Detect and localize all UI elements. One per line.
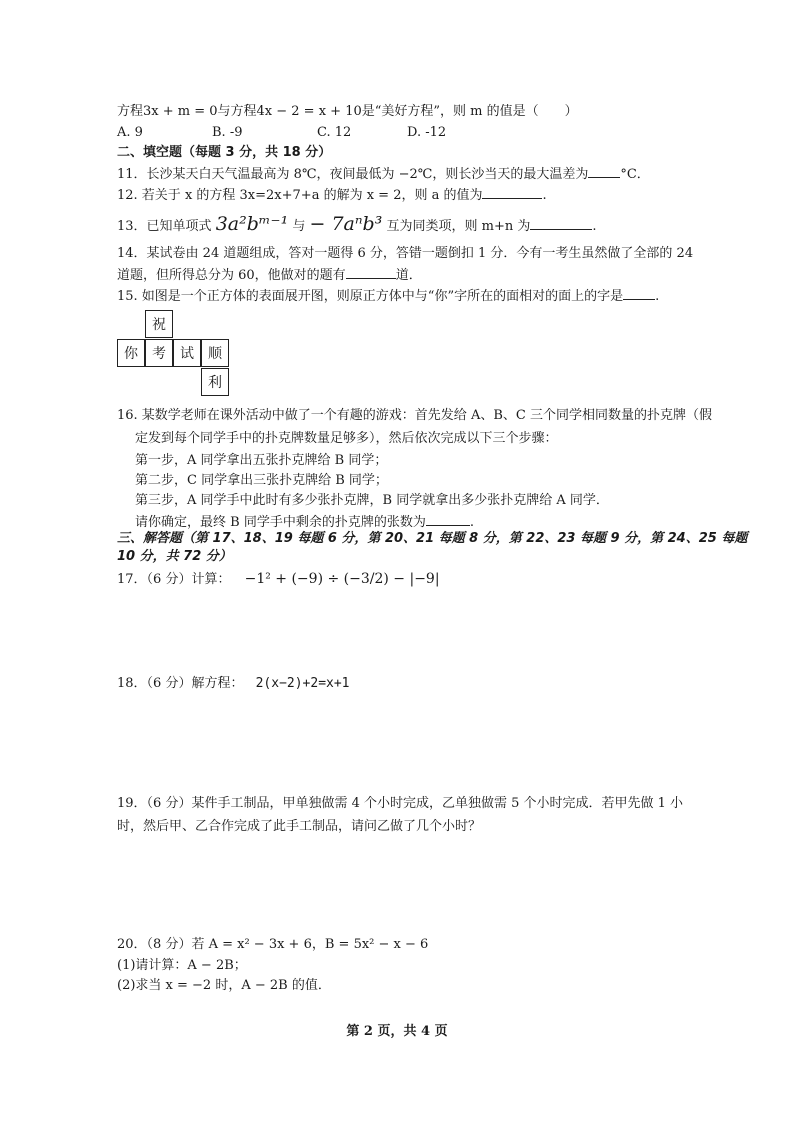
q16-line1: 16. 某数学老师在课外活动中做了一个有趣的游戏：首先发给 A、B、C 三个同学相同数量的扑克牌（假: [117, 408, 712, 423]
section2-title: 二、填空题（每题 3 分，共 18 分）: [117, 145, 332, 160]
q14-text: 道题，但所得总分为 60，他做对的题有: [117, 268, 346, 283]
q13-end: .: [592, 219, 597, 234]
q10-option-c: C. 12: [317, 125, 352, 140]
q20-part1: (1)请计算：A − 2B；: [117, 958, 247, 973]
cube-face-shi: 试: [173, 339, 201, 367]
q12-end: .: [542, 188, 547, 203]
q10-option-b: B. -9: [212, 125, 243, 140]
section3-line2: 10 分，共 72 分）: [117, 549, 232, 564]
q15-end: .: [655, 289, 660, 304]
q12: [117, 186, 547, 205]
q18: [117, 675, 350, 693]
cube-face-zhu: 祝: [145, 310, 173, 338]
q17-expression: −1² + (−9) ÷ (−3/2) − |−9|: [244, 571, 440, 587]
q16-step2: 第二步，C 同学拿出三张扑克牌给 B 同学；: [135, 473, 388, 488]
q10-options: [117, 124, 446, 142]
q13-num: 13．已知单项式: [117, 219, 212, 234]
q20-part2: (2)求当 x = −2 时，A − 2B 的值．: [117, 978, 331, 993]
q11-blank: [588, 165, 620, 178]
q18-equation: 2(x−2)+2=x+1: [255, 676, 350, 691]
q12-text: 12. 若关于 x 的方程 3x=2x+7+a 的解为 x = 2，则 a 的值为: [117, 188, 483, 203]
q13-rest: 互为同类项，则 m+n 为: [386, 219, 531, 234]
q14-line2: [117, 266, 422, 285]
q17: [117, 570, 440, 589]
cube-face-ni: 你: [117, 339, 145, 367]
q16-blank: [426, 513, 470, 526]
q16-step1: 第一步，A 同学拿出五张扑克牌给 B 同学；: [135, 453, 388, 468]
q15-text: [117, 287, 659, 306]
q11: [117, 165, 650, 184]
q16-line2: 定发到每个同学手中的扑克牌数量足够多），然后依次完成以下三个步骤：: [135, 431, 558, 446]
q18-label: 18．（6 分）解方程：: [117, 676, 244, 691]
q19-line2: 时，然后甲、乙合作完成了此手工制品，请问乙做了几个小时？: [117, 819, 482, 834]
q10-option-d: D. -12: [407, 125, 447, 140]
q13-monomial-1: 3a²bᵐ⁻¹: [215, 213, 289, 235]
cube-face-li: 利: [201, 368, 229, 396]
q20-line1: 20．（8 分）若 A = x² − 3x + 6，B = 5x² − x − 6: [117, 937, 429, 952]
q11-unit: °C．: [620, 167, 650, 182]
q16-end: .: [469, 515, 474, 530]
q16-step3: 第三步，A 同学手中此时有多少张扑克牌，B 同学就拿出多少张扑克牌给 A 同学．: [135, 493, 609, 508]
q14-line1: 14．某试卷由 24 道题组成，答对一题得 6 分，答错一题倒扣 1 分．今有一考生虽然做了全部的 24: [117, 246, 694, 261]
q17-label: 17．（6 分）计算：: [117, 572, 231, 587]
page-footer: 第 2 页，共 4 页: [346, 1024, 448, 1039]
q13-monomial-2: − 7aⁿb³: [309, 213, 383, 235]
q12-blank: [482, 186, 542, 199]
cube-face-kao: 考: [145, 339, 173, 367]
q19-line1: 19．（6 分）某件手工制品，甲单独做需 4 个小时完成，乙单独做需 5 个小时完成．若甲先做 1 小: [117, 796, 684, 811]
q13-with: 与: [292, 219, 306, 234]
q10-text: 方程3x + m = 0与方程4x − 2 = x + 10是“美好方程”，则 m 的值是（ ）: [117, 104, 578, 119]
q13: [117, 212, 596, 239]
q10-option-a: A. 9: [117, 125, 143, 140]
q14-blank: [346, 266, 396, 279]
q16-ask-text: 请你确定，最终 B 同学手中剩余的扑克牌的张数为: [135, 515, 426, 530]
q13-blank: [530, 217, 592, 230]
q15-blank: [623, 287, 655, 300]
q11-text: 11．长沙某天白天气温最高为 8℃，夜间最低为 −2℃，则长沙当天的最大温差为: [117, 167, 589, 182]
q14-end: 道．: [395, 268, 422, 283]
q15-question: 15. 如图是一个正方体的表面展开图，则原正方体中与“你”字所在的面相对的面上的字是: [117, 289, 624, 304]
section3-line1: 三、解答题（第 17、18、19 每题 6 分，第 20、21 每题 8 分，第 22、23 每题 9 分，第 24、25 每题: [117, 531, 748, 546]
cube-face-shun: 顺: [201, 339, 229, 367]
